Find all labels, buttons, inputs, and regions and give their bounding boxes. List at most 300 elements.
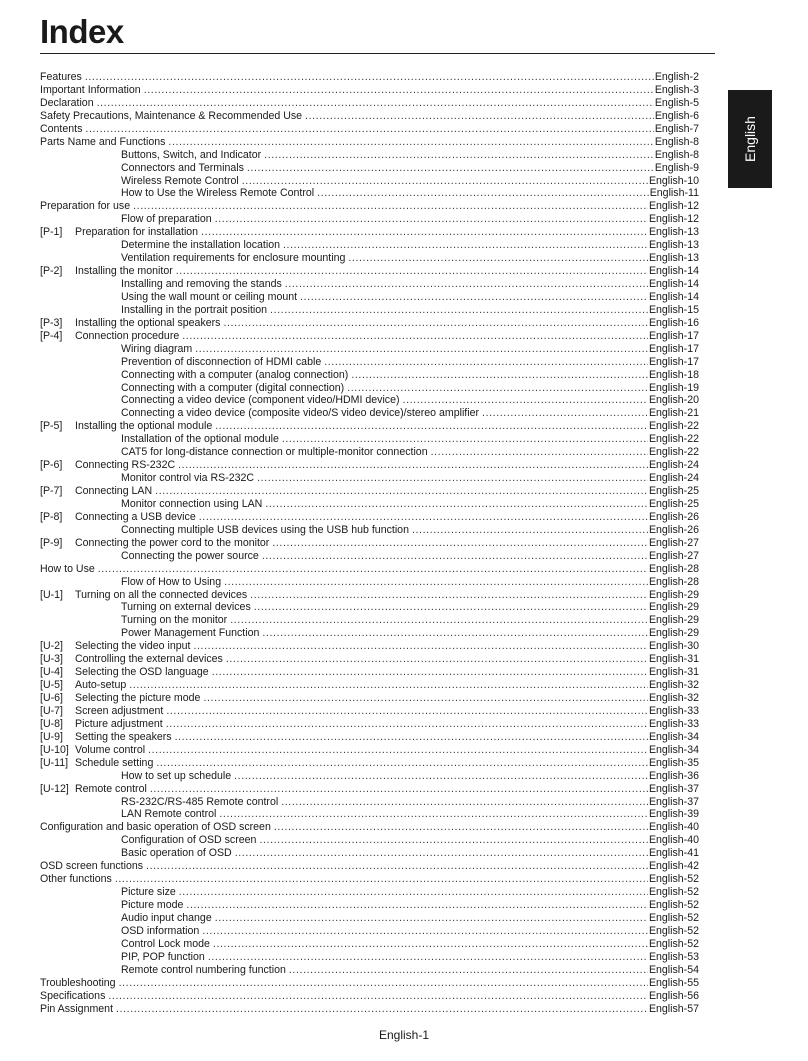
toc-entry-leader xyxy=(186,899,648,912)
toc-entry-leader xyxy=(98,563,648,576)
toc-entry[interactable] xyxy=(40,498,699,511)
toc-entry-label: How to Use xyxy=(40,562,95,575)
toc-entry-label: Other functions xyxy=(40,873,112,886)
toc-entry-leader xyxy=(85,71,654,84)
toc-entry[interactable] xyxy=(40,213,699,226)
toc-entry-page: English-11 xyxy=(649,187,699,200)
toc-entry[interactable] xyxy=(40,252,699,265)
toc-entry-page: English-53 xyxy=(648,950,699,963)
toc-entry-page: English-7 xyxy=(654,122,699,135)
toc-entry-section-code: [P-5] xyxy=(40,420,63,433)
toc-entry-page: English-37 xyxy=(648,795,699,808)
toc-entry[interactable] xyxy=(40,796,699,809)
toc-entry[interactable] xyxy=(40,860,699,873)
toc-entry-page: English-31 xyxy=(648,653,699,666)
toc-entry-page: English-52 xyxy=(648,924,699,937)
toc-entry[interactable] xyxy=(40,614,699,627)
toc-entry-page: English-25 xyxy=(648,485,699,497)
toc-entry-leader xyxy=(262,627,648,640)
toc-entry-label: Audio input change xyxy=(121,911,212,924)
page-title: Index xyxy=(40,13,124,50)
toc-entry[interactable] xyxy=(40,899,699,912)
toc-entry[interactable] xyxy=(40,485,699,498)
toc-entry-section-code: [P-9] xyxy=(40,536,63,549)
toc-entry-label: Features xyxy=(40,71,82,83)
toc-entry-leader xyxy=(213,938,648,951)
toc-entry-label: Remote control numbering function xyxy=(121,963,286,976)
toc-entry-label: Pin Assignment xyxy=(40,1002,114,1015)
toc-entry-page: English-14 xyxy=(648,265,699,278)
toc-entry[interactable] xyxy=(40,705,699,718)
toc-entry-leader xyxy=(305,110,654,123)
toc-entry-page: English-54 xyxy=(648,963,699,976)
toc-entry-section-code: [U-10] xyxy=(40,743,69,756)
toc-entry-page: English-27 xyxy=(648,536,699,549)
toc-entry[interactable] xyxy=(40,990,699,1003)
toc-entry-leader xyxy=(199,511,648,524)
toc-entry-page: English-8 xyxy=(654,148,699,161)
toc-entry-page: English-24 xyxy=(648,459,699,472)
toc-entry-leader xyxy=(254,601,648,614)
toc-entry[interactable] xyxy=(40,589,699,602)
toc-entry[interactable] xyxy=(40,187,699,200)
toc-entry-section-code: [U-6] xyxy=(40,692,63,704)
toc-entry-leader xyxy=(119,977,648,990)
toc-entry-label: Configuration and basic operation of OSD screen xyxy=(40,821,271,834)
toc-entry-leader xyxy=(178,459,648,472)
toc-entry[interactable] xyxy=(40,343,699,356)
toc-entry-leader xyxy=(282,433,648,446)
language-tab xyxy=(728,90,772,188)
toc-entry[interactable] xyxy=(40,653,699,666)
toc-entry-label: Picture mode xyxy=(121,899,184,911)
toc-entry[interactable] xyxy=(40,886,699,899)
toc-entry-page: English-40 xyxy=(648,821,699,834)
toc-entry-page: English-8 xyxy=(654,135,699,148)
toc-entry-page: English-9 xyxy=(654,161,699,174)
toc-entry-page: English-18 xyxy=(648,368,699,381)
toc-entry-leader xyxy=(270,304,648,317)
toc-entry-label: Installing the monitor xyxy=(75,265,173,278)
toc-entry-page: English-29 xyxy=(648,588,699,601)
toc-entry-page: English-13 xyxy=(648,252,699,265)
toc-entry-page: English-33 xyxy=(648,717,699,730)
toc-entry-leader xyxy=(85,123,653,136)
toc-entry[interactable] xyxy=(40,964,699,977)
toc-entry-label: Installing the optional speakers xyxy=(75,316,221,329)
toc-entry-label: Important Information xyxy=(40,83,141,96)
toc-entry-leader xyxy=(289,964,648,977)
toc-entry-leader xyxy=(97,97,654,110)
toc-entry-page: English-26 xyxy=(648,510,699,523)
toc-entry-page: English-25 xyxy=(648,497,699,510)
toc-entry-leader xyxy=(182,330,648,343)
toc-entry-leader xyxy=(166,718,648,731)
toc-entry-leader xyxy=(283,239,648,252)
toc-entry-page: English-52 xyxy=(648,937,699,950)
toc-entry[interactable] xyxy=(40,640,699,653)
toc-entry-label: Using the wall mount or ceiling mount xyxy=(121,290,298,303)
toc-entry-label: Flow of preparation xyxy=(121,213,212,226)
toc-entry-page: English-6 xyxy=(654,109,699,122)
toc-entry-leader xyxy=(285,278,648,291)
toc-entry-label: Connecting multiple USB devices using the USB hub function xyxy=(121,523,409,536)
toc-entry-page: English-55 xyxy=(648,976,699,989)
toc-entry-leader xyxy=(348,252,648,265)
toc-entry-section-code: [P-4] xyxy=(40,329,63,342)
toc-entry[interactable] xyxy=(40,407,699,420)
toc-entry-leader xyxy=(156,757,648,770)
toc-entry[interactable] xyxy=(40,278,699,291)
toc-entry[interactable] xyxy=(40,601,699,614)
toc-entry[interactable] xyxy=(40,873,699,886)
toc-entry-page: English-14 xyxy=(648,290,699,303)
toc-entry-page: English-42 xyxy=(648,860,699,873)
toc-entry-page: English-12 xyxy=(648,213,699,226)
toc-entry-page: English-17 xyxy=(648,329,699,342)
toc-entry[interactable] xyxy=(40,265,699,278)
toc-entry[interactable] xyxy=(40,731,699,744)
toc-entry[interactable] xyxy=(40,97,699,110)
toc-entry-leader xyxy=(148,744,648,757)
toc-entry-leader xyxy=(133,200,648,213)
toc-entry-page: English-13 xyxy=(648,239,699,252)
toc-entry-label: Parts Name and Functions xyxy=(40,135,166,148)
title-rule xyxy=(40,53,715,54)
toc-entry-page: English-34 xyxy=(648,743,699,756)
toc-entry-leader xyxy=(168,136,653,149)
toc-entry-page: English-29 xyxy=(648,627,699,640)
toc-entry-page: English-29 xyxy=(648,614,699,627)
toc-entry-label: Turning on the monitor xyxy=(121,614,228,627)
toc-entry-leader xyxy=(212,666,648,679)
toc-entry-label: OSD information xyxy=(121,924,200,937)
toc-entry-page: English-39 xyxy=(648,808,699,821)
toc-entry-page: English-33 xyxy=(648,704,699,717)
toc-entry[interactable] xyxy=(40,356,699,369)
toc-entry-page: English-41 xyxy=(648,847,699,860)
toc-entry-page: English-52 xyxy=(648,911,699,924)
toc-entry[interactable] xyxy=(40,433,699,446)
toc-entry[interactable] xyxy=(40,317,699,330)
toc-entry-label: Power Management Function xyxy=(121,627,260,640)
toc-entry-label: How to Use the Wireless Remote Control xyxy=(121,187,315,200)
toc-entry-page: English-19 xyxy=(648,381,699,394)
toc-entry[interactable] xyxy=(40,511,699,524)
toc-entry-label: Wireless Remote Control xyxy=(121,174,239,187)
toc-entry-label: Setting the speakers xyxy=(75,730,172,743)
toc-entry-label: LAN Remote control xyxy=(121,808,217,821)
toc-entry-leader xyxy=(144,84,654,97)
toc-entry-page: English-16 xyxy=(648,316,699,329)
toc-entry-page: English-52 xyxy=(648,886,699,899)
toc-entry-section-code: [P-7] xyxy=(40,485,63,497)
toc-entry[interactable] xyxy=(40,175,699,188)
toc-entry-label: Specifications xyxy=(40,989,106,1002)
toc-entry-leader xyxy=(155,485,648,498)
toc-entry-label: Installation of the optional module xyxy=(121,433,279,446)
toc-entry[interactable] xyxy=(40,330,699,343)
toc-entry-page: English-21 xyxy=(648,407,699,420)
toc-entry-label: Installing the optional module xyxy=(75,420,213,433)
toc-entry[interactable] xyxy=(40,627,699,640)
toc-entry[interactable] xyxy=(40,808,699,821)
toc-entry-leader xyxy=(482,407,648,420)
toc-entry-label: Connecting with a computer (analog connection) xyxy=(121,368,349,381)
toc-entry-leader xyxy=(230,614,648,627)
toc-entry[interactable] xyxy=(40,912,699,925)
toc-entry-leader xyxy=(265,498,648,511)
toc-entry-leader xyxy=(351,369,648,382)
toc-entry-label: Connecting LAN xyxy=(75,485,153,497)
toc-entry-page: English-20 xyxy=(648,394,699,407)
toc-entry-label: Installing in the portrait position xyxy=(121,303,268,316)
toc-entry-section-code: [P-2] xyxy=(40,265,63,278)
toc-entry-leader xyxy=(247,162,654,175)
toc-entry-label: Controlling the external devices xyxy=(75,653,223,666)
toc-entry-page: English-22 xyxy=(648,420,699,433)
toc-entry[interactable] xyxy=(40,123,699,136)
toc-entry-leader xyxy=(129,679,648,692)
toc-entry-leader xyxy=(115,873,648,886)
toc-entry[interactable] xyxy=(40,524,699,537)
toc-entry-leader xyxy=(208,951,648,964)
toc-entry[interactable] xyxy=(40,446,699,459)
toc-entry-leader xyxy=(203,692,648,705)
toc-entry[interactable] xyxy=(40,200,699,213)
toc-entry-label: Connecting a video device (component video/HDMI device) xyxy=(121,394,400,407)
toc-entry-page: English-56 xyxy=(648,989,699,1002)
toc-entry[interactable] xyxy=(40,821,699,834)
toc-entry[interactable] xyxy=(40,71,699,84)
toc-entry-leader xyxy=(146,860,648,873)
toc-entry-leader xyxy=(264,149,654,162)
toc-entry-label: Connecting a video device (composite video/S video device)/stereo amplifier xyxy=(121,407,480,420)
toc-entry-leader xyxy=(175,731,648,744)
toc-entry-leader xyxy=(116,1003,648,1016)
toc-entry-section-code: [U-12] xyxy=(40,782,69,795)
toc-entry-label: RS-232C/RS-485 Remote control xyxy=(121,795,279,808)
toc-entry[interactable] xyxy=(40,304,699,317)
toc-entry-label: Ventilation requirements for enclosure mounting xyxy=(121,252,346,265)
toc-entry-page: English-17 xyxy=(648,355,699,368)
toc-entry-leader xyxy=(317,187,649,200)
toc-entry[interactable] xyxy=(40,369,699,382)
toc-entry[interactable] xyxy=(40,563,699,576)
toc-entry-leader xyxy=(201,226,648,239)
toc-entry-leader xyxy=(272,537,648,550)
toc-entry-label: Connecting a USB device xyxy=(75,510,196,523)
toc-entry-label: Selecting the picture mode xyxy=(75,692,201,704)
toc-entry-leader xyxy=(223,317,647,330)
toc-entry-page: English-31 xyxy=(648,666,699,679)
toc-entry-leader xyxy=(403,394,648,407)
toc-entry-page: English-36 xyxy=(648,769,699,782)
toc-entry-section-code: [P-8] xyxy=(40,510,63,523)
toc-entry-section-code: [P-6] xyxy=(40,459,63,472)
toc-entry-section-code: [U-2] xyxy=(40,640,63,653)
toc-entry[interactable] xyxy=(40,679,699,692)
toc-entry[interactable] xyxy=(40,718,699,731)
toc-entry-label: Flow of How to Using xyxy=(121,575,222,588)
page-number: English-1 xyxy=(378,1028,430,1042)
toc-entry[interactable] xyxy=(40,977,699,990)
toc-entry[interactable] xyxy=(40,382,699,395)
toc-entry-section-code: [U-4] xyxy=(40,666,63,679)
toc-entry-leader xyxy=(262,550,648,563)
toc-entry-label: Screen adjustment xyxy=(75,704,164,717)
toc-entry[interactable] xyxy=(40,226,699,239)
toc-entry-leader xyxy=(235,847,648,860)
toc-entry-page: English-40 xyxy=(648,834,699,847)
toc-entry-label: Remote control xyxy=(75,782,147,795)
toc-entry-label: Auto-setup xyxy=(75,679,127,692)
toc-entry-section-code: [U-11] xyxy=(40,756,69,769)
toc-entry[interactable] xyxy=(40,938,699,951)
toc-entry-page: English-30 xyxy=(648,640,699,653)
toc-entry-page: English-15 xyxy=(648,303,699,316)
toc-entry-label: OSD screen functions xyxy=(40,860,144,873)
toc-entry[interactable] xyxy=(40,951,699,964)
toc-entry-label: Picture adjustment xyxy=(75,717,163,730)
toc-entry-leader xyxy=(257,472,648,485)
toc-entry[interactable] xyxy=(40,925,699,938)
table-of-contents xyxy=(40,71,699,1015)
toc-entry-label: Control Lock mode xyxy=(121,937,210,950)
toc-entry[interactable] xyxy=(40,84,699,97)
toc-entry[interactable] xyxy=(40,847,699,860)
toc-entry-section-code: [P-1] xyxy=(40,226,63,239)
toc-entry-label: Configuration of OSD screen xyxy=(121,834,257,847)
toc-entry-page: English-13 xyxy=(648,226,699,239)
toc-entry[interactable] xyxy=(40,459,699,472)
toc-entry-leader xyxy=(431,446,648,459)
toc-entry-page: English-5 xyxy=(654,96,699,109)
toc-entry-label: Selecting the video input xyxy=(75,640,191,653)
language-tab-label: English xyxy=(742,116,759,162)
toc-entry-leader xyxy=(215,420,648,433)
toc-entry-label: Connecting RS-232C xyxy=(75,459,176,472)
toc-entry-label: Monitor connection using LAN xyxy=(121,497,263,510)
toc-entry-leader xyxy=(166,705,648,718)
toc-entry-leader xyxy=(324,356,648,369)
toc-entry-leader xyxy=(179,886,648,899)
toc-entry-label: Volume control xyxy=(75,743,146,756)
toc-entry-page: English-52 xyxy=(648,899,699,911)
toc-entry[interactable] xyxy=(40,162,699,175)
toc-entry-section-code: [U-1] xyxy=(40,588,63,601)
toc-entry[interactable] xyxy=(40,666,699,679)
toc-entry-leader xyxy=(274,821,648,834)
toc-entry[interactable] xyxy=(40,576,699,589)
toc-entry-label: Buttons, Switch, and Indicator xyxy=(121,148,262,161)
toc-entry-leader xyxy=(215,213,648,226)
toc-entry-label: Connection procedure xyxy=(75,329,180,342)
toc-entry-leader xyxy=(259,834,648,847)
toc-entry-page: English-2 xyxy=(654,71,699,83)
toc-entry-label: Picture size xyxy=(121,886,176,899)
toc-entry-leader xyxy=(150,783,648,796)
toc-entry-page: English-57 xyxy=(648,1002,699,1015)
toc-entry-leader xyxy=(242,175,648,188)
toc-entry-page: English-27 xyxy=(648,549,699,562)
toc-entry-label: Safety Precautions, Maintenance & Recommended Use xyxy=(40,109,303,122)
toc-entry-leader xyxy=(412,524,648,537)
toc-entry-label: Connecting the power cord to the monitor xyxy=(75,536,270,549)
toc-entry[interactable] xyxy=(40,537,699,550)
toc-entry-page: English-34 xyxy=(648,730,699,743)
toc-entry-page: English-26 xyxy=(648,523,699,536)
toc-entry-leader xyxy=(226,653,648,666)
toc-entry-page: English-22 xyxy=(648,433,699,446)
toc-entry[interactable] xyxy=(40,550,699,563)
toc-entry-page: English-14 xyxy=(648,278,699,290)
toc-entry-label: Contents xyxy=(40,122,83,135)
toc-entry-section-code: [P-3] xyxy=(40,316,63,329)
toc-entry-page: English-24 xyxy=(648,472,699,485)
toc-entry-page: English-10 xyxy=(648,174,699,187)
toc-entry-section-code: [U-8] xyxy=(40,717,63,730)
toc-entry[interactable] xyxy=(40,1003,699,1016)
toc-entry-leader xyxy=(108,990,648,1003)
toc-entry[interactable] xyxy=(40,239,699,252)
toc-entry[interactable] xyxy=(40,149,699,162)
toc-entry[interactable] xyxy=(40,136,699,149)
toc-entry[interactable] xyxy=(40,420,699,433)
toc-entry-page: English-28 xyxy=(648,575,699,588)
toc-entry[interactable] xyxy=(40,110,699,123)
toc-entry[interactable] xyxy=(40,291,699,304)
toc-entry-label: Monitor control via RS-232C xyxy=(121,472,255,485)
toc-entry[interactable] xyxy=(40,394,699,407)
toc-entry[interactable] xyxy=(40,744,699,757)
toc-entry-leader xyxy=(176,265,648,278)
toc-entry-label: Basic operation of OSD xyxy=(121,847,232,860)
toc-entry-label: CAT5 for long-distance connection or multiple-monitor connection xyxy=(121,446,428,459)
toc-entry-label: Preparation for installation xyxy=(75,226,199,239)
toc-entry-leader xyxy=(219,808,648,821)
toc-entry-page: English-28 xyxy=(648,562,699,575)
toc-entry-label: Schedule setting xyxy=(75,756,154,769)
toc-entry[interactable] xyxy=(40,757,699,770)
toc-entry-leader xyxy=(234,770,648,783)
toc-entry-label: Installing and removing the stands xyxy=(121,278,282,290)
toc-entry-label: How to set up schedule xyxy=(121,769,232,782)
toc-entry-label: Determine the installation location xyxy=(121,239,280,252)
toc-entry[interactable] xyxy=(40,834,699,847)
toc-entry-leader xyxy=(195,343,648,356)
toc-entry-label: Connecting with a computer (digital connection) xyxy=(121,381,345,394)
toc-entry[interactable] xyxy=(40,783,699,796)
toc-entry-label: Turning on all the connected devices xyxy=(75,588,248,601)
toc-entry-label: Preparation for use xyxy=(40,200,131,213)
toc-entry-leader xyxy=(347,382,648,395)
toc-entry-label: Wiring diagram xyxy=(121,342,193,355)
toc-entry-page: English-37 xyxy=(648,782,699,795)
toc-entry-page: English-32 xyxy=(648,679,699,692)
toc-entry-leader xyxy=(202,925,648,938)
toc-entry[interactable] xyxy=(40,472,699,485)
toc-entry-leader xyxy=(300,291,648,304)
toc-entry-leader xyxy=(281,796,648,809)
toc-entry-page: English-52 xyxy=(648,873,699,886)
toc-entry-page: English-3 xyxy=(654,83,699,96)
toc-entry-section-code: [U-3] xyxy=(40,653,63,666)
toc-entry-section-code: [U-9] xyxy=(40,730,63,743)
toc-entry[interactable] xyxy=(40,770,699,783)
toc-entry-label: PIP, POP function xyxy=(121,950,205,963)
toc-entry[interactable] xyxy=(40,692,699,705)
